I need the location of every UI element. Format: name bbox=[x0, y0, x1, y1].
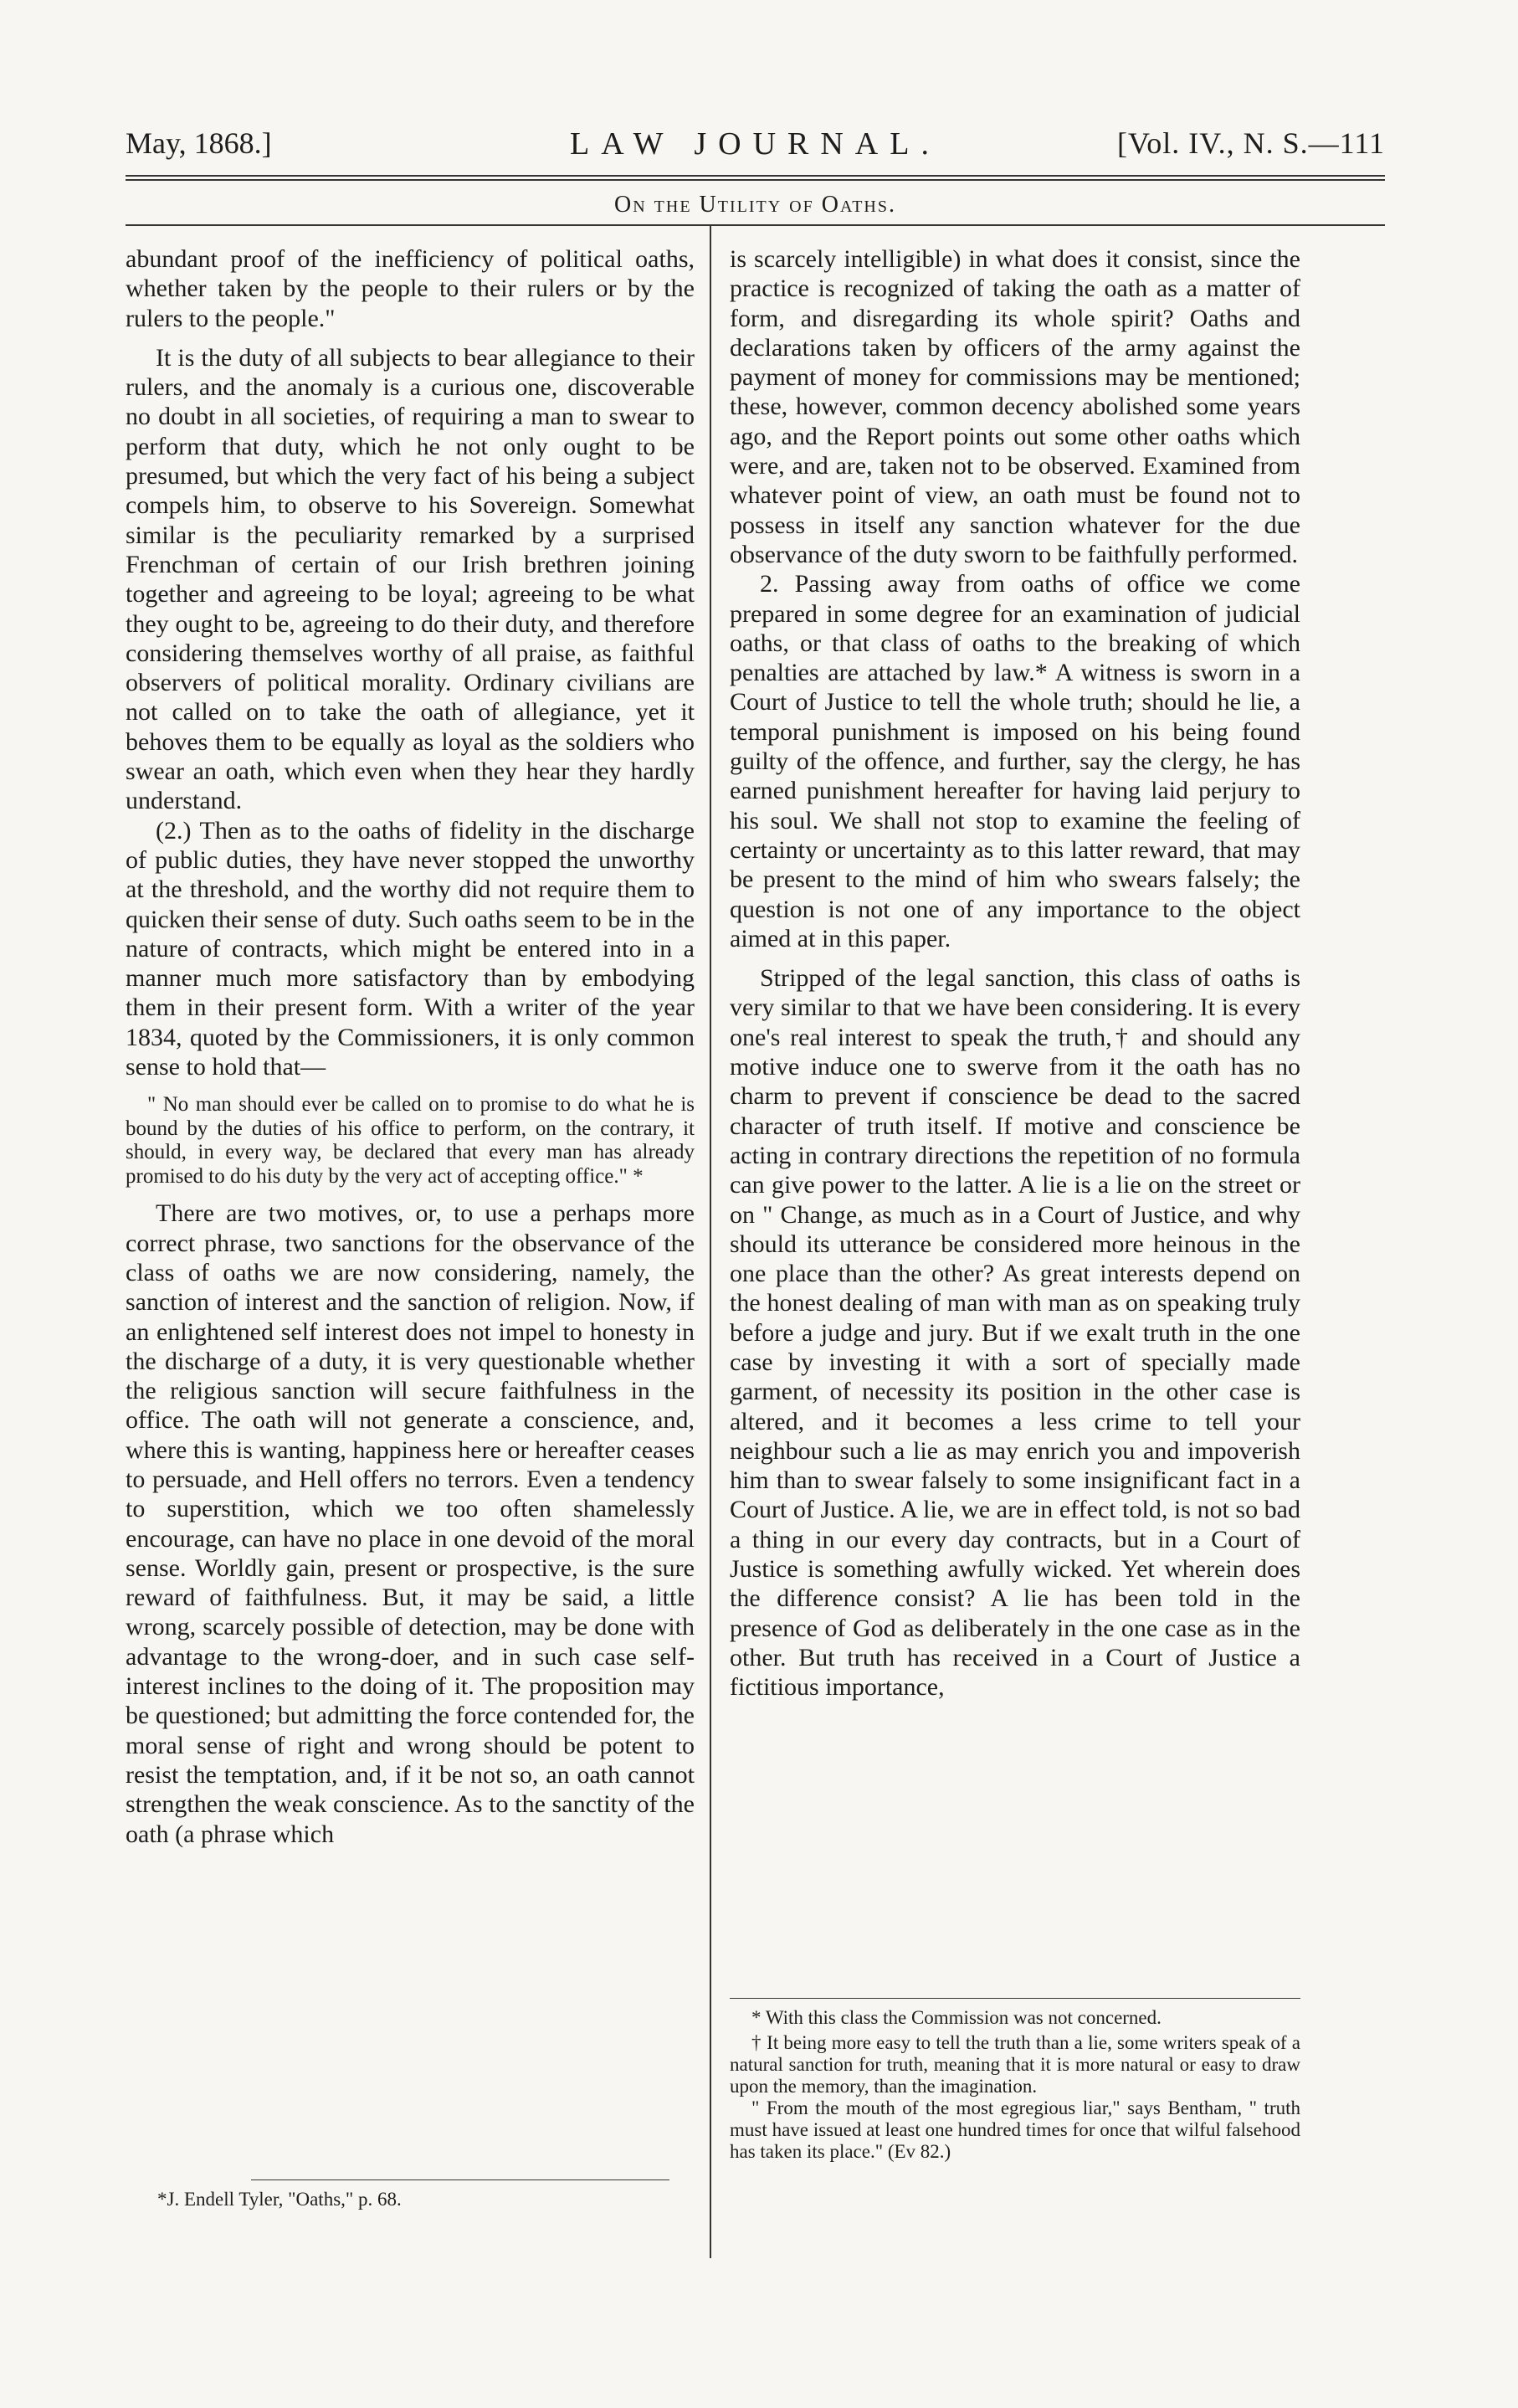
left-paragraph-3: (2.) Then as to the oaths of fidelity in the discharge of public duties, they have never stopped the unworthy at the threshold, and the worthy did not require them to quicken their sense of duty. Such oaths seem to be in the nature of contracts, which might be entered into in a manner much more satisfactory than by embodying them in their present form. With a writer of the year 1834, quoted by the Commissioners, it is only common sense to hold that— bbox=[126, 816, 695, 1081]
column-divider bbox=[710, 224, 711, 2258]
header-volume: [Vol. IV., N. S.—111 bbox=[1116, 126, 1385, 160]
left-paragraph-1: abundant proof of the inefficiency of political oaths, whether taken by the people to their rulers or by the rulers to the people." bbox=[126, 245, 695, 332]
left-paragraph-4: There are two motives, or, to use a perhaps more correct phrase, two sanctions for the observance of the class of oaths we are now considering, namely, the sanction of interest and the sanction of religion. Now, if an enlightened self interest does not impel to honesty in the discharge of a duty, it is very questionable whether the religious sanction will secure faithfulness in the office. The oath will not generate a conscience, and, where this is wanting, happiness here or hereafter ceases to persuade, and Hell offers no terrors. Even a tendency to superstition, which we too often shamelessly encourage, can have no place in one devoid of the moral sense. Worldly gain, present or prospective, is the sure reward of faithfulness. But, it may be said, a little wrong, scarcely possible of detection, may be done with advantage to the wrong-doer, and in such case self-interest inclines to the doing of it. The proposition may be questioned; but admitting the force contended for, the moral sense of right and wrong should be potent to resist the temptation, and, if it be not so, an oath cannot strengthen the weak conscience. As to the sanctity of the oath (a phrase which bbox=[126, 1199, 695, 1848]
footnote-bentham: " From the mouth of the most egregious liar," says Bentham, " truth must have issued at least one hundred times for once that wilful falsehood has taken its place." (Ev 82.) bbox=[730, 2097, 1300, 2162]
running-head bbox=[126, 126, 1385, 176]
right-paragraph-2: 2. Passing away from oaths of office we come prepared in some degree for an examination of judicial oaths, or that class of oaths to the breaking of which penalties are attached by law.* A witness is sworn in a Court of Justice to tell the whole truth; should he lie, a temporal punishment is imposed on his being found guilty of the offence, and further, say the clergy, he has earned punishment hereafter for having laid perjury to his soul. We shall not stop to examine the feeling of certainty or uncertainty as to this latter reward, that may be present to the mind of him who swears falsely; the question is not one of any importance to the object aimed at in this paper. bbox=[730, 570, 1300, 952]
section-title-rule bbox=[126, 224, 1385, 226]
header-rule-bottom bbox=[126, 179, 1385, 181]
header-date: May, 1868.] bbox=[126, 126, 272, 160]
footnote-tyler: *J. Endell Tyler, "Oaths," p. 68. bbox=[157, 2189, 402, 2210]
header-rule-top bbox=[126, 175, 1385, 177]
left-column bbox=[126, 244, 695, 1849]
right-footnotes bbox=[730, 2007, 1300, 2163]
right-footnote-rule bbox=[730, 1998, 1300, 1999]
right-paragraph-1: is scarcely intelligible) in what does it consist, since the practice is recognized of taking the oath as a matter of form, and disregarding its whole spirit? Oaths and declarations taken by officers of the army against the payment of money for commissions may be mentioned; these, however, common decency abolished some years ago, and the Report points out some other oaths which were, and are, taken not to be observed. Examined from whatever point of view, an oath must be found not to possess in itself any sanction whatever for the due observance of the duty sworn to be faithfully performed. bbox=[730, 245, 1300, 568]
footnote-commission: * With this class the Commission was not concerned. bbox=[751, 2007, 1162, 2028]
footnote-natural-sanction: † It being more easy to tell the truth than a lie, some writers speak of a natural sanction for truth, meaning that it is more natural or easy to draw upon the memory, than the imagination. bbox=[730, 2032, 1300, 2097]
right-column bbox=[730, 244, 1300, 1702]
left-paragraph-2: It is the duty of all subjects to bear allegiance to their rulers, and the anomaly is a curious one, discoverable no doubt in all societies, of requiring a man to swear to perform that duty, which he not only ought to be presumed, but which the very fact of his being a subject compels him, to observe to his Sovereign. Somewhat similar is the peculiarity remarked by a surprised Frenchman of certain of our Irish brethren joining together and agreeing to be loyal; agreeing to be what they ought to be, agreeing to do their duty, and therefore considering themselves worthy of all praise, as faithful observers of political morality. Ordinary civilians are not called on to take the oath of allegiance, yet it behoves them to be equally as loyal as the soldiers who swear an oath, which even when they hear they hardly understand. bbox=[126, 343, 695, 815]
header-journal-title: LAW JOURNAL. bbox=[570, 126, 941, 162]
section-title: On the Utility of Oaths. bbox=[614, 192, 896, 218]
left-footnote bbox=[157, 2189, 693, 2210]
block-quote: " No man should ever be called on to promise to do what he is bound by the duties of his office to perform, on the contrary, it should, in every way, be declared that every man has already promised to do his duty by the very act of accepting office." * bbox=[126, 1093, 695, 1188]
right-paragraph-3: Stripped of the legal sanction, this class of oaths is very similar to that we have been considering. It is every one's real interest to speak the truth,† and should any motive induce one to swerve from it the oath has no charm to prevent if conscience be dead to the sacred character of truth itself. If motive and conscience be acting in contrary directions the repetition of no formula can give power to the latter. A lie is a lie on the street or on " Change, as much as in a Court of Justice, and why should its utterance be considered more heinous in the one place than the other? As great interests depend on the honest dealing of man with man as on speaking truly before a judge and jury. But if we exalt truth in the one case by investing it with a sort of specially made garment, of necessity its position in the other case is altered, and it becomes a less crime to tell your neighbour such a lie as may enrich you and impoverish him than to swear falsely to some insignificant fact in a Court of Justice. A lie, we are in effect told, is not so bad a thing in our every day contracts, but in a Court of Justice is something awfully wicked. Yet wherein does the difference consist? A lie has been told in the presence of God as deliberately in the one case as in the other. But truth has received in a Court of Justice a fictitious importance, bbox=[730, 964, 1300, 1702]
